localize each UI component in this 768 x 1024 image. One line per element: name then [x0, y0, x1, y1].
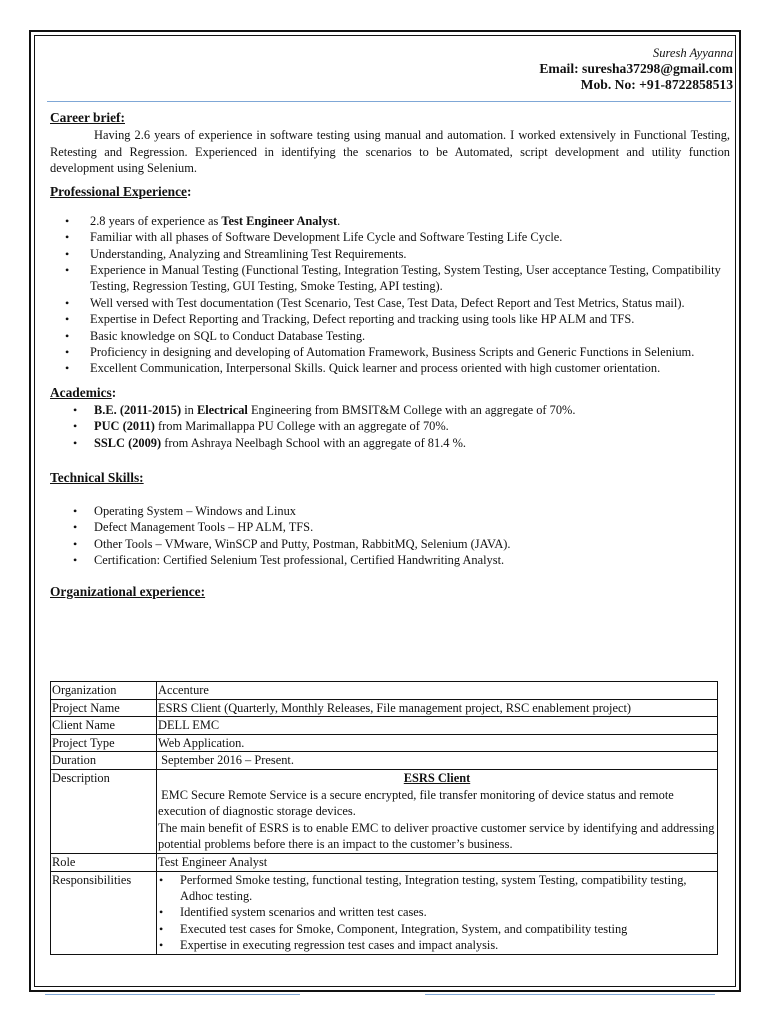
- prof-first-prefix: 2.8 years of experience as: [90, 213, 222, 228]
- bullet-icon: •: [159, 905, 164, 920]
- footer-rule-left: [45, 994, 300, 995]
- phone-line: Mob. No: +91-8722858513: [580, 77, 733, 92]
- list-item: [50, 213, 730, 229]
- responsibilities-cell: [157, 871, 718, 954]
- bullet-icon: •: [159, 938, 164, 953]
- table-row: [51, 734, 718, 752]
- professional-heading-text: Professional Experience: [50, 183, 187, 199]
- career-heading: Career brief:: [50, 110, 125, 125]
- bullet-icon: •: [73, 402, 78, 417]
- bullet-icon: •: [65, 345, 70, 360]
- resp-item: Executed test cases for Smoke, Component, Integration, System, and compatibility testing: [180, 921, 628, 936]
- table-row: [51, 717, 718, 735]
- list-item: [50, 402, 730, 418]
- org-key: Project Type: [51, 734, 157, 752]
- org-table: [50, 681, 718, 955]
- technical-list: [50, 503, 730, 569]
- resp-item: Performed Smoke testing, functional testing, Integration testing, system Testing, compatibility testing, Adhoc testing.: [180, 872, 687, 903]
- table-row: [51, 699, 718, 717]
- prof-item: Familiar with all phases of Software Development Life Cycle and Software Testing Life Cycle.: [90, 230, 563, 245]
- sslc-rest: from Ashraya Neelbagh School with an aggregate of 81.4 %.: [161, 435, 466, 450]
- prof-item: Basic knowledge on SQL to Conduct Database Testing.: [90, 328, 366, 343]
- table-row: [51, 769, 718, 853]
- tech-item: Other Tools – VMware, WinSCP and Putty, Postman, RabbitMQ, Selenium (JAVA).: [94, 536, 511, 551]
- professional-list: [50, 213, 730, 377]
- responsibilities-list: [158, 872, 716, 954]
- description-para-1: EMC Secure Remote Service is a secure encrypted, file transfer monitoring of device status and remote execution of diagnostic storage devices.: [158, 787, 677, 819]
- list-item: [50, 536, 730, 552]
- bullet-icon: •: [73, 520, 78, 535]
- bullet-icon: •: [73, 419, 78, 434]
- list-item: [50, 328, 730, 344]
- description-key: Description: [51, 769, 157, 853]
- list-item: [50, 295, 730, 311]
- list-item: [50, 519, 730, 535]
- list-item: [50, 229, 730, 245]
- resp-item: Expertise in executing regression test cases and impact analysis.: [180, 938, 499, 953]
- career-text: Having 2.6 years of experience in software testing using manual and automation. I worked extensively in Functional Testing, Retesting and Regression. Experienced in identifying the scenarios to be Automated, script development and utility function development using Selenium.: [50, 128, 730, 176]
- bullet-icon: •: [65, 230, 70, 245]
- sslc-degree: SSLC (2009): [94, 435, 162, 450]
- role-key: Role: [51, 853, 157, 871]
- prof-item: Proficiency in designing and developing of Automation Framework, Business Scripts and Generic Functions in Selenium.: [90, 345, 695, 360]
- list-item: [50, 311, 730, 327]
- professional-section: [50, 184, 730, 377]
- list-item: [158, 872, 716, 905]
- list-item: [50, 246, 730, 262]
- be-rest: Engineering from BMSIT&M College with an aggregate of 70%.: [247, 402, 576, 417]
- table-row: [51, 871, 718, 954]
- tech-item: Operating System – Windows and Linux: [94, 504, 296, 519]
- resp-item: Identified system scenarios and written test cases.: [180, 905, 427, 920]
- be-mid: in: [181, 402, 197, 417]
- technical-heading: Technical Skills:: [50, 470, 144, 486]
- prof-item: Well versed with Test documentation (Test Scenario, Test Case, Test Data, Defect Report and Test Metrics, Status mail).: [90, 295, 685, 310]
- prof-item: Excellent Communication, Interpersonal Skills. Quick learner and process oriented with high customer orientation.: [90, 361, 661, 376]
- bullet-icon: •: [159, 921, 164, 936]
- be-branch: Electrical: [196, 402, 248, 417]
- table-row: [51, 682, 718, 700]
- description-title: ESRS Client: [403, 770, 471, 785]
- professional-heading: [50, 184, 730, 200]
- bullet-icon: •: [65, 295, 70, 310]
- puc-degree: PUC (2011): [94, 419, 155, 434]
- bullet-icon: •: [65, 361, 70, 376]
- bullet-icon: •: [73, 435, 78, 450]
- prof-item: Understanding, Analyzing and Streamlining Test Requirements.: [90, 246, 407, 261]
- org-key: Organization: [51, 682, 157, 700]
- academics-heading-colon: :: [111, 384, 117, 400]
- bullet-icon: •: [73, 504, 78, 519]
- bullet-icon: •: [65, 263, 70, 277]
- career-section: [50, 110, 730, 177]
- list-item: [50, 418, 730, 434]
- org-value: ESRS Client (Quarterly, Monthly Releases, File management project, RSC enablement project): [157, 699, 718, 717]
- bullet-icon: •: [73, 536, 78, 551]
- org-value: September 2016 – Present.: [157, 752, 718, 770]
- prof-item: Experience in Manual Testing (Functional Testing, Integration Testing, System Testing, User acceptance Testing, Compatibility Testing, Regression Testing, GUI Testing, Smoke Testing, API testing).: [90, 263, 721, 294]
- candidate-name: Suresh Ayyanna: [652, 46, 733, 60]
- table-row: [51, 752, 718, 770]
- contact-header: [50, 45, 733, 93]
- prof-item: Expertise in Defect Reporting and Tracking, Defect reporting and tracking using tools like HP ALM and TFS.: [90, 312, 635, 327]
- bullet-icon: •: [159, 872, 164, 887]
- technical-section: [50, 470, 730, 569]
- resume-page: [50, 45, 733, 953]
- list-item: [158, 904, 716, 920]
- list-item: [50, 262, 730, 295]
- bullet-icon: •: [65, 312, 70, 327]
- description-cell: [157, 769, 718, 853]
- tech-item: Defect Management Tools – HP ALM, TFS.: [94, 520, 314, 535]
- bullet-icon: •: [65, 213, 70, 228]
- list-item: [50, 435, 730, 451]
- list-item: [50, 503, 730, 519]
- academics-list: [50, 402, 730, 451]
- academics-heading: [50, 385, 730, 401]
- bullet-icon: •: [65, 328, 70, 343]
- footer-rule-right: [425, 994, 715, 995]
- org-section: [50, 584, 730, 600]
- be-degree: B.E. (2011-2015): [94, 402, 182, 417]
- header-divider: [47, 101, 731, 102]
- bullet-icon: •: [65, 246, 70, 261]
- academics-section: [50, 385, 730, 451]
- list-item: [50, 552, 730, 568]
- academics-heading-text: Academics: [50, 384, 112, 400]
- description-para-2: The main benefit of ESRS is to enable EMC to deliver proactive customer service by identifying and addressing potential problems before there is an impact to the customer’s business.: [158, 820, 715, 852]
- org-key: Project Name: [51, 699, 157, 717]
- list-item: [50, 360, 730, 376]
- puc-rest: from Marimallappa PU College with an aggregate of 70%.: [154, 419, 449, 434]
- org-value: DELL EMC: [157, 717, 718, 735]
- prof-first-suffix: .: [337, 213, 341, 228]
- org-value: Accenture: [157, 682, 718, 700]
- list-item: [158, 921, 716, 937]
- responsibilities-key: Responsibilities: [51, 871, 157, 954]
- org-key: Client Name: [51, 717, 157, 735]
- role-value: Test Engineer Analyst: [157, 853, 718, 871]
- org-heading: Organizational experience:: [50, 583, 206, 599]
- tech-item: Certification: Certified Selenium Test professional, Certified Handwriting Analyst.: [94, 553, 505, 568]
- list-item: [50, 344, 730, 360]
- professional-heading-colon: :: [187, 183, 192, 199]
- prof-first-bold: Test Engineer Analyst: [221, 213, 338, 228]
- list-item: [158, 937, 716, 953]
- email-line[interactable]: Email: suresha37298@gmail.com: [539, 61, 733, 76]
- bullet-icon: •: [73, 553, 78, 568]
- table-row: [51, 853, 718, 871]
- org-key: Duration: [51, 752, 157, 770]
- org-value: Web Application.: [157, 734, 718, 752]
